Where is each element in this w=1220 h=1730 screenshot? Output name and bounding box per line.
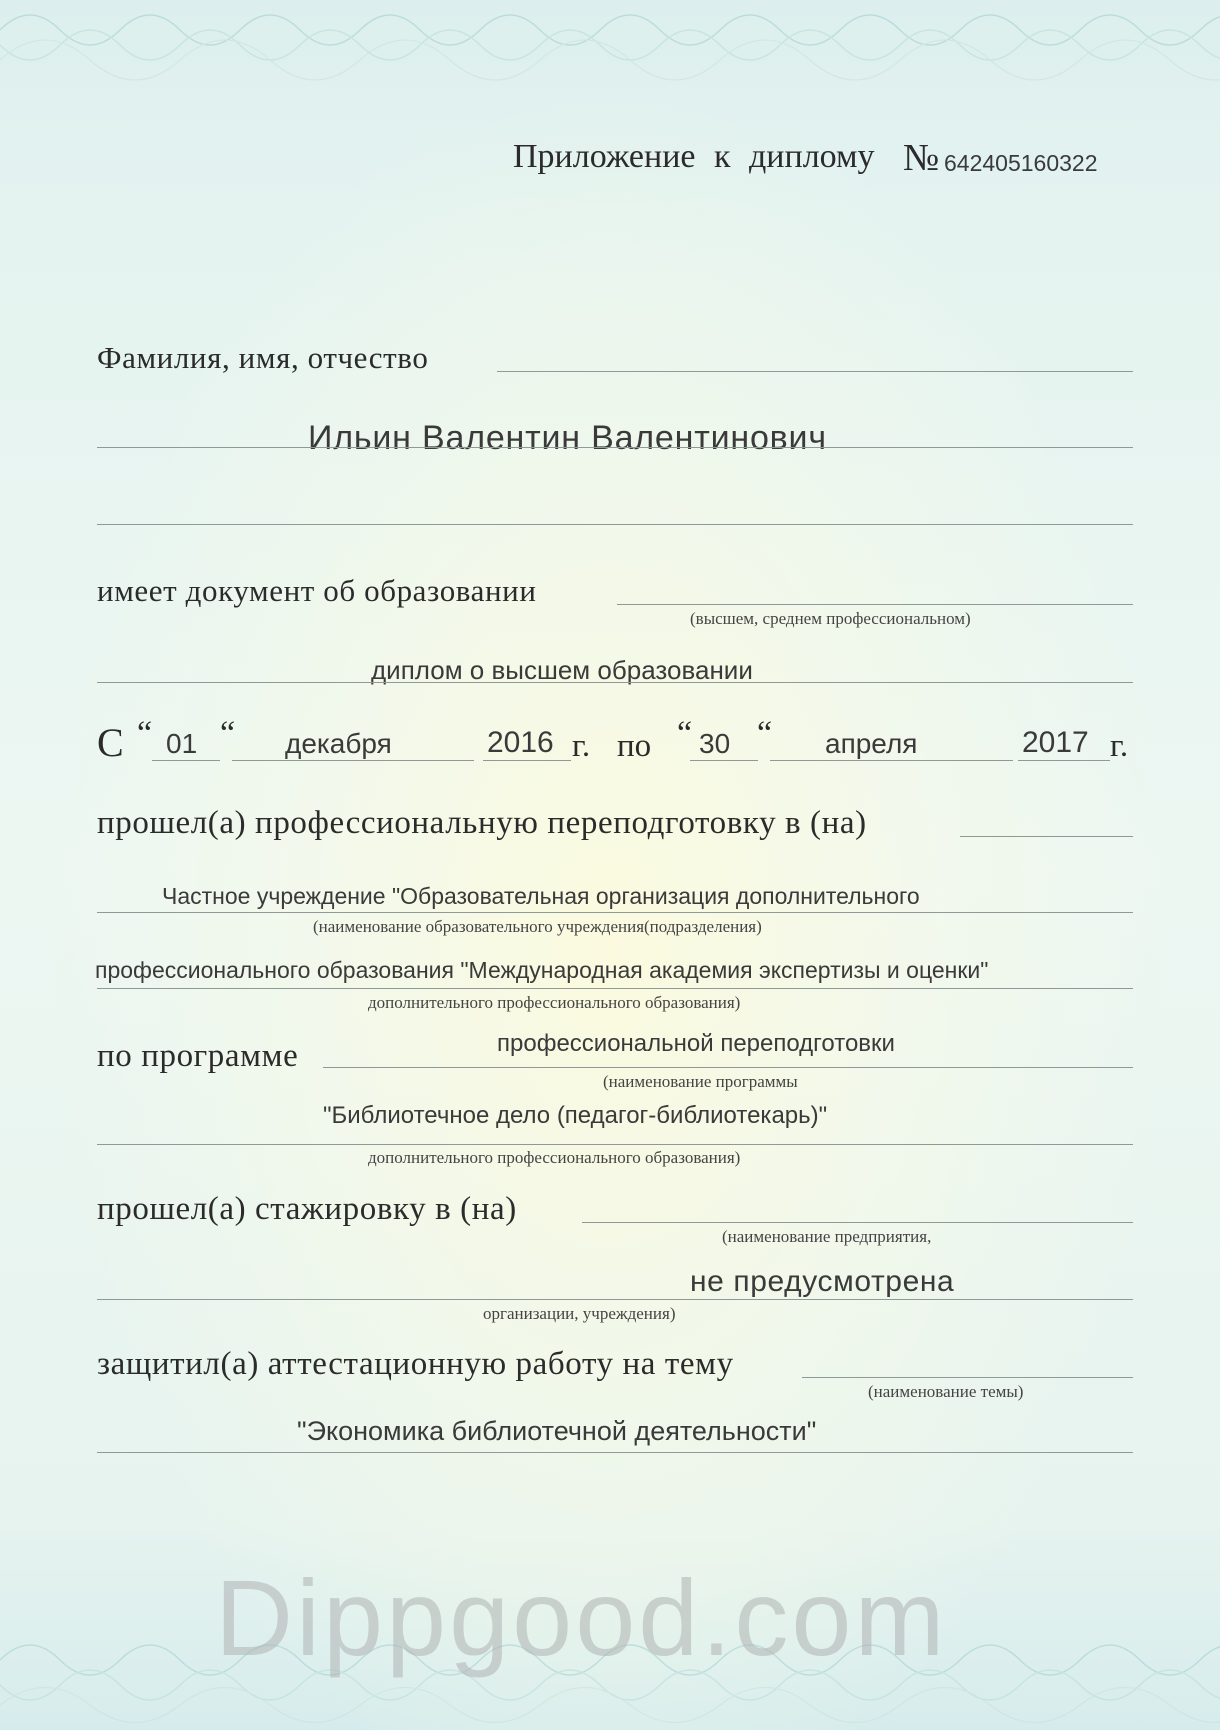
thesis-line-2	[97, 1452, 1133, 1453]
program-value-1: профессиональной переподготовки	[497, 1030, 895, 1057]
internship-hint-2: организации, учреждения)	[483, 1304, 676, 1323]
education-label: имеет документ об образовании	[97, 573, 537, 608]
internship-label: прошел(а) стажировку в (на)	[97, 1191, 517, 1227]
retraining-hint-1: (наименование образовательного учреждения(подразделения)	[313, 917, 762, 936]
education-line-1	[617, 604, 1133, 605]
program-line-1	[323, 1067, 1133, 1068]
period-to-year: 2017	[1022, 726, 1089, 759]
retraining-line-2	[97, 988, 1133, 989]
watermark: Dippgood.com	[215, 1557, 948, 1678]
program-line-2	[97, 1144, 1133, 1145]
education-line-2	[97, 682, 1133, 683]
period-to-month-line	[770, 760, 1013, 761]
period-quote-1: “	[137, 715, 153, 752]
period-from-day-line	[152, 760, 220, 761]
period-to-day-line	[690, 760, 758, 761]
program-value-2: "Библиотечное дело (педагог-библиотекарь)"	[323, 1102, 828, 1129]
period-from-year: 2016	[487, 726, 554, 759]
internship-line-1	[582, 1222, 1133, 1223]
fio-value: Ильин Валентин Валентинович	[308, 419, 827, 457]
internship-line-2	[97, 1299, 1133, 1300]
period-to-day: 30	[699, 728, 731, 759]
period-from-year-line	[483, 760, 571, 761]
thesis-line-1	[802, 1377, 1133, 1378]
fio-line-3	[97, 524, 1133, 525]
retraining-line-2-value: профессионального образования "Международная академия экспертизы и оценки"	[95, 957, 989, 983]
thesis-value: "Экономика библиотечной деятельности"	[297, 1416, 817, 1446]
period-from-year-suffix: г.	[572, 728, 591, 764]
document-title: Приложение к диплому	[513, 138, 875, 175]
retraining-label: прошел(а) профессиональную переподготовку в (на)	[97, 805, 867, 841]
number-sign: №	[903, 137, 940, 179]
education-value: диплом о высшем образовании	[371, 655, 753, 685]
period-from-day: 01	[166, 728, 198, 759]
program-hint-2: дополнительного профессионального образования)	[368, 1148, 741, 1167]
internship-value: не предусмотрена	[690, 1265, 955, 1298]
period-from-prefix: С	[97, 720, 124, 765]
retraining-line-1	[97, 912, 1133, 913]
program-label: по программе	[97, 1038, 299, 1074]
retraining-line-1-value: Частное учреждение "Образовательная организация дополнительного	[162, 883, 920, 909]
fio-line-2	[97, 447, 1133, 448]
period-quote-4: “	[757, 715, 773, 752]
thesis-hint: (наименование темы)	[868, 1382, 1024, 1401]
internship-hint-1: (наименование предприятия,	[722, 1227, 932, 1246]
guilloche-border-top	[0, 0, 1220, 90]
retraining-hint-2: дополнительного профессионального образования)	[368, 993, 741, 1012]
period-to-word: по	[617, 728, 652, 764]
education-hint: (высшем, среднем профессиональном)	[690, 609, 971, 628]
thesis-label: защитил(а) аттестационную работу на тему	[97, 1346, 734, 1382]
diploma-number: 642405160322	[944, 150, 1098, 176]
period-from-month-line	[232, 760, 474, 761]
period-quote-2: “	[220, 715, 236, 752]
retraining-line-0	[960, 836, 1133, 837]
period-to-year-line	[1018, 760, 1110, 761]
period-to-year-suffix: г.	[1110, 728, 1129, 764]
program-hint-1: (наименование программы	[603, 1072, 798, 1091]
period-quote-3: “	[677, 715, 693, 752]
fio-label: Фамилия, имя, отчество	[97, 340, 429, 375]
fio-line-1	[497, 371, 1133, 372]
period-from-month: декабря	[285, 728, 392, 759]
period-to-month: апреля	[825, 728, 918, 759]
